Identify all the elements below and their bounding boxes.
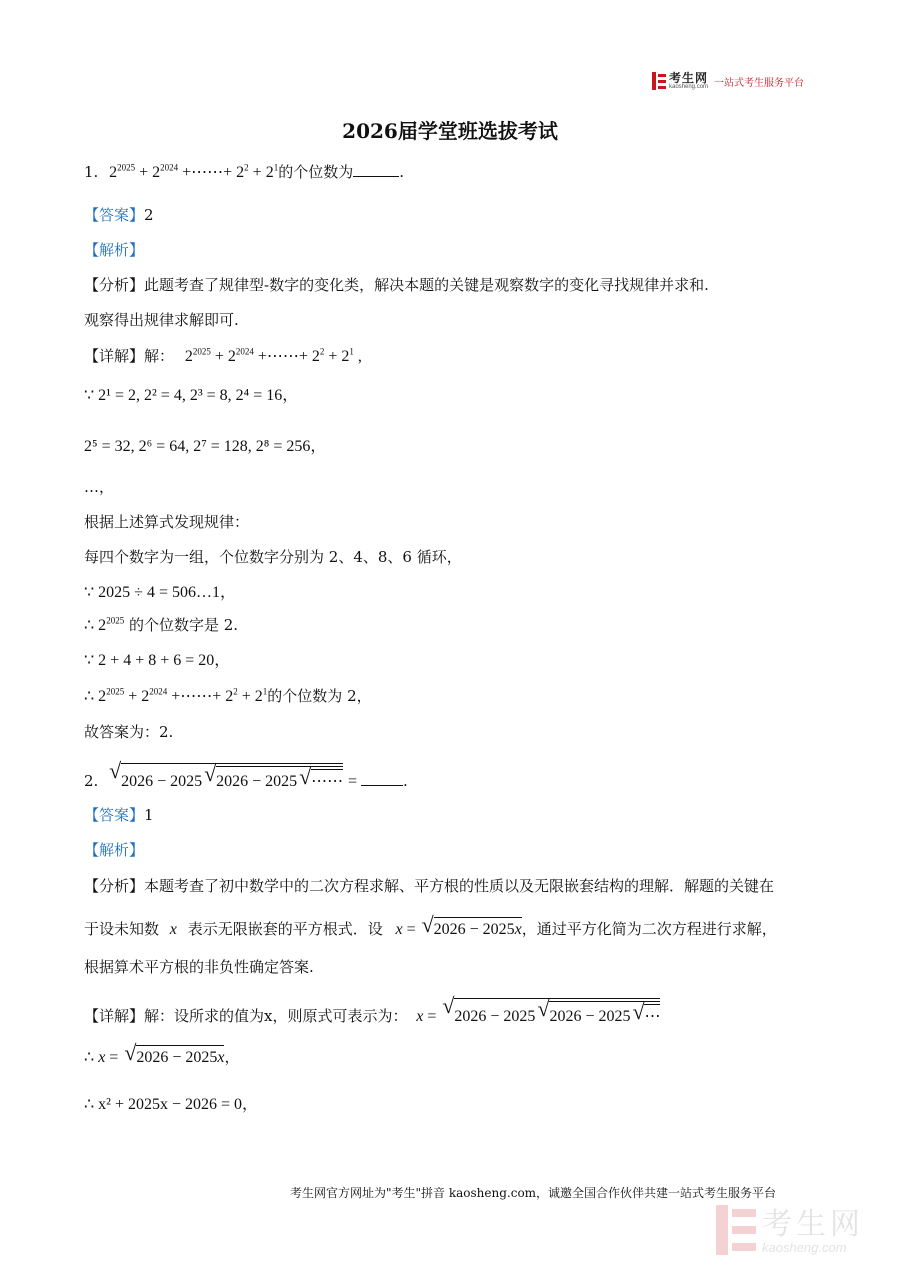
q1-fenxi: 【分析】此题考查了规律型-数字的变化类，解决本题的关键是观察数字的变化寻找规律并求和.: [84, 276, 709, 294]
q1-step-2: 2⁵ = 32, 2⁶ = 64, 2⁷ = 128, 2⁸ = 256，: [84, 438, 327, 455]
q1-step-7: ∴ $2^{2025}$ 的个位数字是 2.: [84, 615, 239, 634]
q1-step-4: 根据上述算式发现规律：: [84, 513, 250, 531]
q1-step-1: ∵ 2¹ = 2, 2² = 4, 2³ = 8, 2⁴ = 16，: [84, 387, 299, 404]
q1-step-3: …，: [84, 478, 115, 496]
q2-step-2: ∴ x² + 2025x − 2026 = 0，: [84, 1096, 259, 1113]
q2-answer: [84, 806, 154, 824]
header-slogan: 一站式考生服务平台: [714, 77, 805, 89]
header-logo: [652, 72, 804, 90]
watermark-icon: [716, 1205, 756, 1255]
q2-answer-value: 1: [144, 806, 154, 824]
q1-analysis-tag: 【解析】: [84, 241, 145, 259]
q1-stem: 的个位数为: [278, 163, 354, 181]
logo-url: kaosheng.com: [669, 84, 709, 90]
answer-blank: [353, 162, 399, 177]
logo-icon: [652, 72, 666, 90]
q2-xiangjie: 【详解】解：设所求的值为x，则原式可表示为： x = √ 2026 − 2025√ 2026 − 2025√ ⋯: [84, 998, 660, 1026]
watermark-text: 考生网: [762, 1207, 864, 1242]
q1-step-9: ∴ $2^{2025} + 2^{2024}$ +⋯⋯+ $2^2 + 2^1$的个位数为 2，: [84, 686, 372, 705]
watermark-url: kaosheng.com: [762, 1240, 847, 1255]
q2-analysis-tag: 【解析】: [84, 841, 145, 859]
answer-tag: 【答案】: [84, 206, 145, 224]
q2-number: 2.: [84, 772, 99, 790]
watermark-logo: [716, 1205, 864, 1255]
q1-step-8: ∵ 2 + 4 + 8 + 6 = 20，: [84, 652, 231, 669]
q2-question: 2. √ 2026 − 2025√ 2026 − 2025√ ⋯⋯ = .: [84, 763, 408, 791]
q1-conclusion: 故答案为：2.: [84, 723, 174, 741]
footer-text: 考生网官方网址为"考生"拼音 kaosheng.com，诚邀全国合作伙伴共建一站式考生服务平台: [290, 1186, 777, 1200]
q2-fenxi-3: 根据算术平方根的非负性确定答案.: [84, 958, 314, 976]
q2-fenxi-2: 于设未知数 x 表示无限嵌套的平方根式．设 x = √ 2026 − 2025x，通过平方化简为二次方程进行求解，: [84, 917, 777, 939]
answer-blank: [361, 777, 403, 786]
logo-text: 考生网: [669, 71, 709, 85]
answer-tag: 【答案】: [84, 806, 145, 824]
page-title: 2026届学堂班选拔考试: [342, 119, 558, 143]
q2-step-1: ∴ x = √ 2026 − 2025x，: [84, 1045, 239, 1067]
q1-step-5: 每四个数字为一组，个位数字分别为 2、4、8、6 循环，: [84, 548, 462, 566]
q1-answer: [84, 206, 154, 224]
q1-observe: 观察得出规律求解即可.: [84, 311, 239, 329]
q1-xiangjie: 【详解】解： $2^{2025} + 2^{2024}$ +⋯⋯+ $2^2 + 2^1$ ,: [84, 346, 362, 365]
q1-answer-value: 2: [144, 206, 154, 224]
q1-step-6: ∵ 2025 ÷ 4 = 506…1，: [84, 584, 236, 601]
q1-number: 1.: [84, 163, 99, 181]
q2-fenxi-1: 【分析】本题考查了初中数学中的二次方程求解、平方根的性质以及无限嵌套结构的理解．解题的关键在: [84, 877, 775, 895]
q1-question: 1. $2^{2025} + 2^{2024}$ +⋯⋯+ $2^2 + 2^1$的个位数为 .: [84, 162, 404, 181]
